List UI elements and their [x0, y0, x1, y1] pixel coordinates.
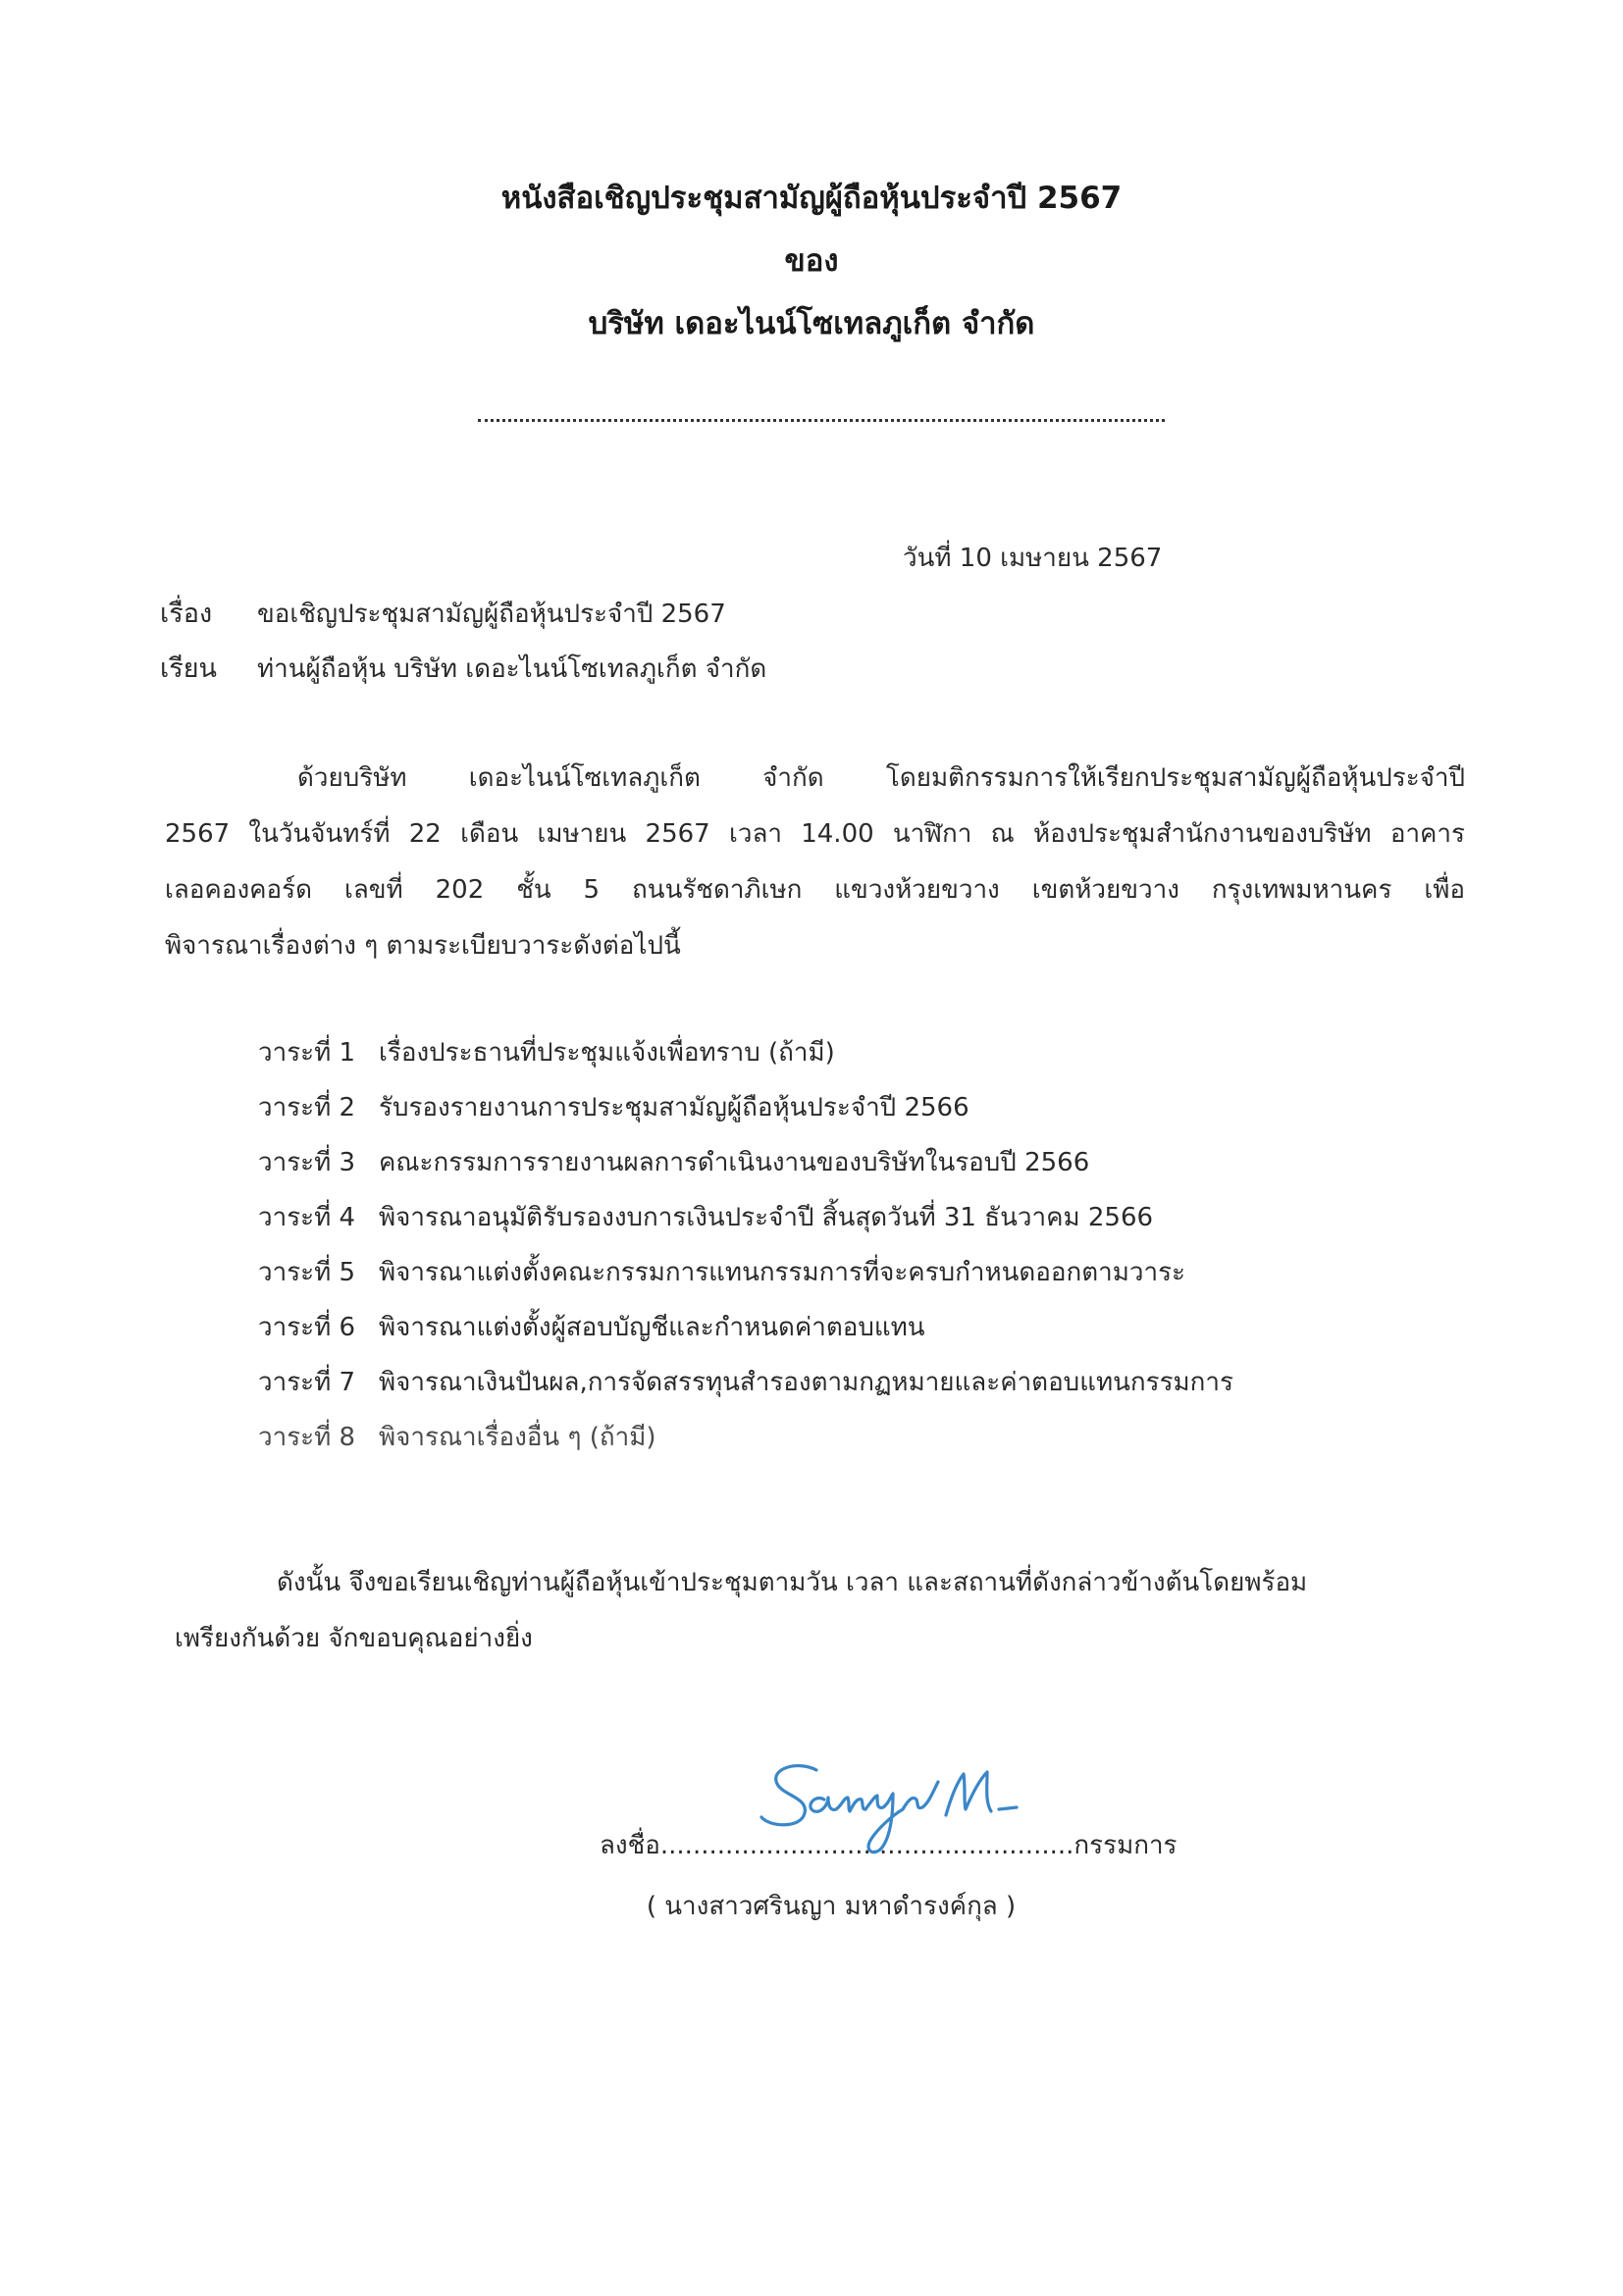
closing-line-2: เพรียงกันด้วย จักขอบคุณอย่างยิ่ง — [175, 1624, 533, 1653]
handwritten-signature — [756, 1754, 1021, 1862]
signature-role: กรรมการ — [1073, 1831, 1178, 1860]
to-label: เรียน — [160, 653, 218, 684]
letter-date: วันที่ 10 เมษายน 2567 — [903, 544, 1163, 573]
agenda-item — [258, 1087, 969, 1126]
agenda-number: วาระที่ 2 — [258, 1093, 356, 1122]
agenda-item — [258, 1197, 1153, 1236]
title-line-2: ของ — [784, 243, 839, 279]
agenda-text: พิจารณาเงินปันผล,การจัดสรรทุนสำรองตามกฏหมายและค่าตอบแทนกรรมการ — [379, 1368, 1233, 1397]
agenda-text: รับรองรายงานการประชุมสามัญผู้ถือหุ้นประจำปี 2566 — [379, 1093, 969, 1122]
agenda-item — [258, 1307, 925, 1346]
closing-line-1: ดังนั้น จึงขอเรียนเชิญท่านผู้ถือหุ้นเข้าประชุมตามวัน เวลา และสถานที่ดังกล่าวข้างต้นโดยพร้อม — [277, 1568, 1308, 1597]
signatory-name: ( นางสาวศรินญา มหาดำรงค์กุล ) — [646, 1892, 1017, 1921]
signature-prefix: ลงชื่อ — [600, 1831, 660, 1860]
agenda-number: วาระที่ 5 — [258, 1258, 356, 1287]
subject-text: ขอเชิญประชุมสามัญผู้ถือหุ้นประจำปี 2567 — [257, 600, 726, 629]
body-line-3: เลอคองคอร์ด เลขที่ 202 ชั้น 5 ถนนรัชดาภิเษก แขวงห้วยขวาง เขตห้วยขวาง กรุงเทพมหานคร เพื่อ — [165, 875, 1465, 905]
agenda-number: วาระที่ 6 — [258, 1313, 356, 1342]
agenda-text: พิจารณาแต่งตั้งคณะกรรมการแทนกรรมการที่จะครบกำหนดออกตามวาระ — [379, 1258, 1186, 1287]
agenda-item — [258, 1032, 835, 1071]
agenda-text: เรื่องประธานที่ประชุมแจ้งเพื่อทราบ (ถ้ามี) — [379, 1038, 835, 1068]
agenda-item — [258, 1252, 1185, 1291]
agenda-item — [258, 1417, 655, 1456]
body-line-1: ด้วยบริษัท เดอะไนน์โซเทลภูเก็ต จำกัด โดยมติกรรมการให้เรียกประชุมสามัญผู้ถือหุ้นประจำปี — [297, 763, 1465, 793]
signature-dots: ................................................... — [659, 1831, 1074, 1860]
agenda-number: วาระที่ 7 — [258, 1368, 356, 1397]
agenda-text: พิจารณาแต่งตั้งผู้สอบบัญชีและกำหนดค่าตอบแทน — [379, 1313, 925, 1342]
agenda-text: คณะกรรมการรายงานผลการดำเนินงานของบริษัทในรอบปี 2566 — [379, 1148, 1090, 1177]
agenda-text: พิจารณาเรื่องอื่น ๆ (ถ้ามี) — [379, 1423, 656, 1452]
agenda-number: วาระที่ 3 — [258, 1148, 356, 1177]
agenda-number: วาระที่ 1 — [258, 1038, 356, 1068]
agenda-number: วาระที่ 4 — [258, 1203, 356, 1232]
dotted-divider — [478, 419, 1165, 422]
body-line-4: พิจารณาเรื่องต่าง ๆ ตามระเบียบวาระดังต่อไปนี้ — [165, 931, 681, 961]
agenda-item — [258, 1362, 1233, 1401]
body-line-2: 2567 ในวันจันทร์ที่ 22 เดือน เมษายน 2567 เวลา 14.00 นาฬิกา ณ ห้องประชุมสำนักงานของบริษัท อาคาร — [165, 819, 1465, 849]
title-line-3: บริษัท เดอะไนน์โซเทลภูเก็ต จำกัด — [588, 306, 1035, 341]
title-line-1: หนังสือเชิญประชุมสามัญผู้ถือหุ้นประจำปี 2567 — [500, 181, 1123, 216]
agenda-text: พิจารณาอนุมัติรับรองงบการเงินประจำปี สิ้นสุดวันที่ 31 ธันวาคม 2566 — [379, 1203, 1154, 1232]
agenda-item — [258, 1142, 1089, 1181]
subject-label: เรื่อง — [160, 599, 213, 629]
to-text: ท่านผู้ถือหุ้น บริษัท เดอะไนน์โซเทลภูเก็ต จำกัด — [257, 654, 767, 684]
agenda-number: วาระที่ 8 — [258, 1423, 356, 1452]
